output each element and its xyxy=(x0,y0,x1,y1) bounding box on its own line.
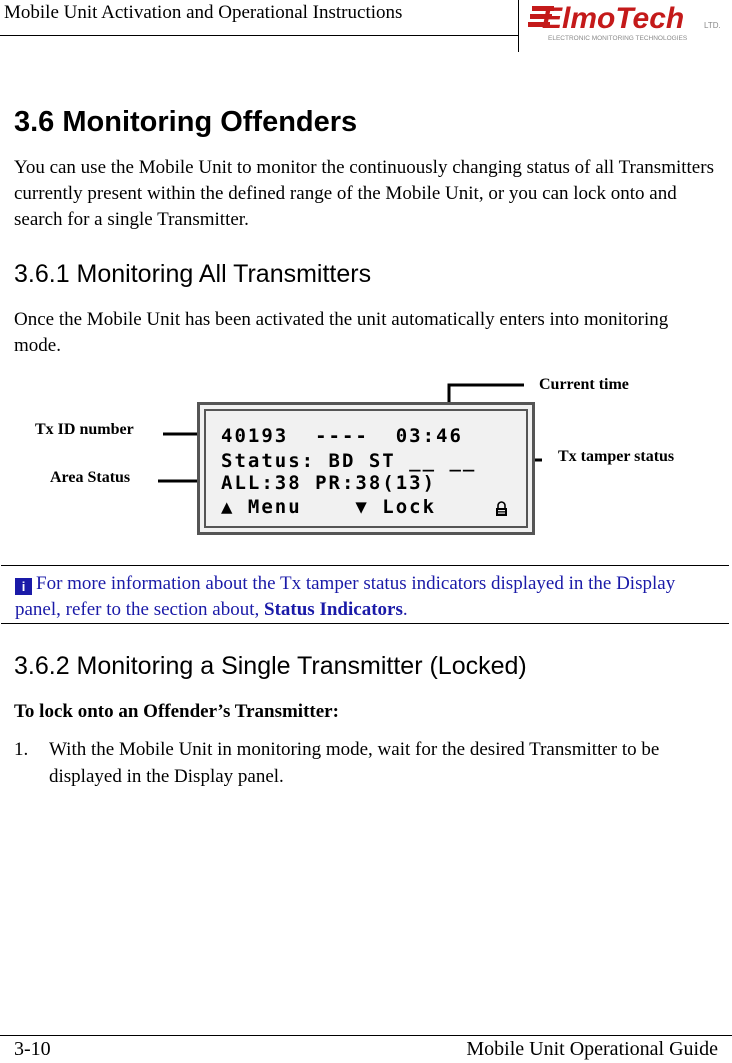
subsection-heading-all: 3.6.1 Monitoring All Transmitters xyxy=(14,260,372,288)
step-text: With the Mobile Unit in monitoring mode, wait for the desired Transmitter to be displayed in the Display panel. xyxy=(49,739,660,787)
company-logo xyxy=(528,0,728,48)
lock-icon xyxy=(495,501,508,517)
footer-guide-title: Mobile Unit Operational Guide xyxy=(466,1038,718,1060)
subsection-heading-locked: 3.6.2 Monitoring a Single Transmitter (Locked) xyxy=(14,652,527,680)
note-link-status-indicators[interactable]: Status Indicators xyxy=(264,599,403,620)
footer-page-number: 3-10 xyxy=(14,1038,51,1060)
callout-tx-id: Tx ID number xyxy=(35,421,134,438)
callout-current-time: Current time xyxy=(539,376,629,393)
header-rule xyxy=(0,35,518,36)
logo-text: ElmoTech xyxy=(542,2,685,35)
procedure-title: To lock onto an Offender’s Transmitter: xyxy=(14,701,339,722)
header-title: Mobile Unit Activation and Operational Instructions xyxy=(4,2,403,23)
lcd-line-tx-id: 40193 ---- 03:46 xyxy=(221,425,463,447)
subsection-text-all: Once the Mobile Unit has been activated the unit automatically enters into monitoring mode. xyxy=(14,309,669,356)
info-note xyxy=(1,565,729,624)
section-intro: You can use the Mobile Unit to monitor the continuously changing status of all Transmitters currently present within the defined range of the Mobile Unit, or you can lock onto and search for a single Transmitter. xyxy=(14,157,714,230)
note-text xyxy=(15,571,715,623)
note-body: For more information about the Tx tamper status indicators displayed in the Display panel, refer to the section about, xyxy=(15,573,676,620)
info-icon: i xyxy=(15,578,32,595)
header-divider xyxy=(518,0,519,52)
lcd-line-area: ALL:38 PR:38(13) xyxy=(221,472,437,494)
callout-area-status: Area Status xyxy=(50,469,131,486)
section-heading: 3.6 Monitoring Offenders xyxy=(14,106,358,138)
logo-tagline: ELECTRONIC MONITORING TECHNOLOGIES xyxy=(548,35,688,42)
footer-rule xyxy=(0,1035,732,1036)
callout-tamper-status: Tx tamper status xyxy=(558,448,675,465)
logo-suffix: LTD. xyxy=(704,21,721,30)
lcd-line-status: Status: BD ST __ __ xyxy=(221,450,477,472)
lcd-line-menu: ▲ Menu ▼ Lock xyxy=(221,496,437,518)
note-end: . xyxy=(402,599,408,620)
step-number: 1. xyxy=(14,739,29,760)
